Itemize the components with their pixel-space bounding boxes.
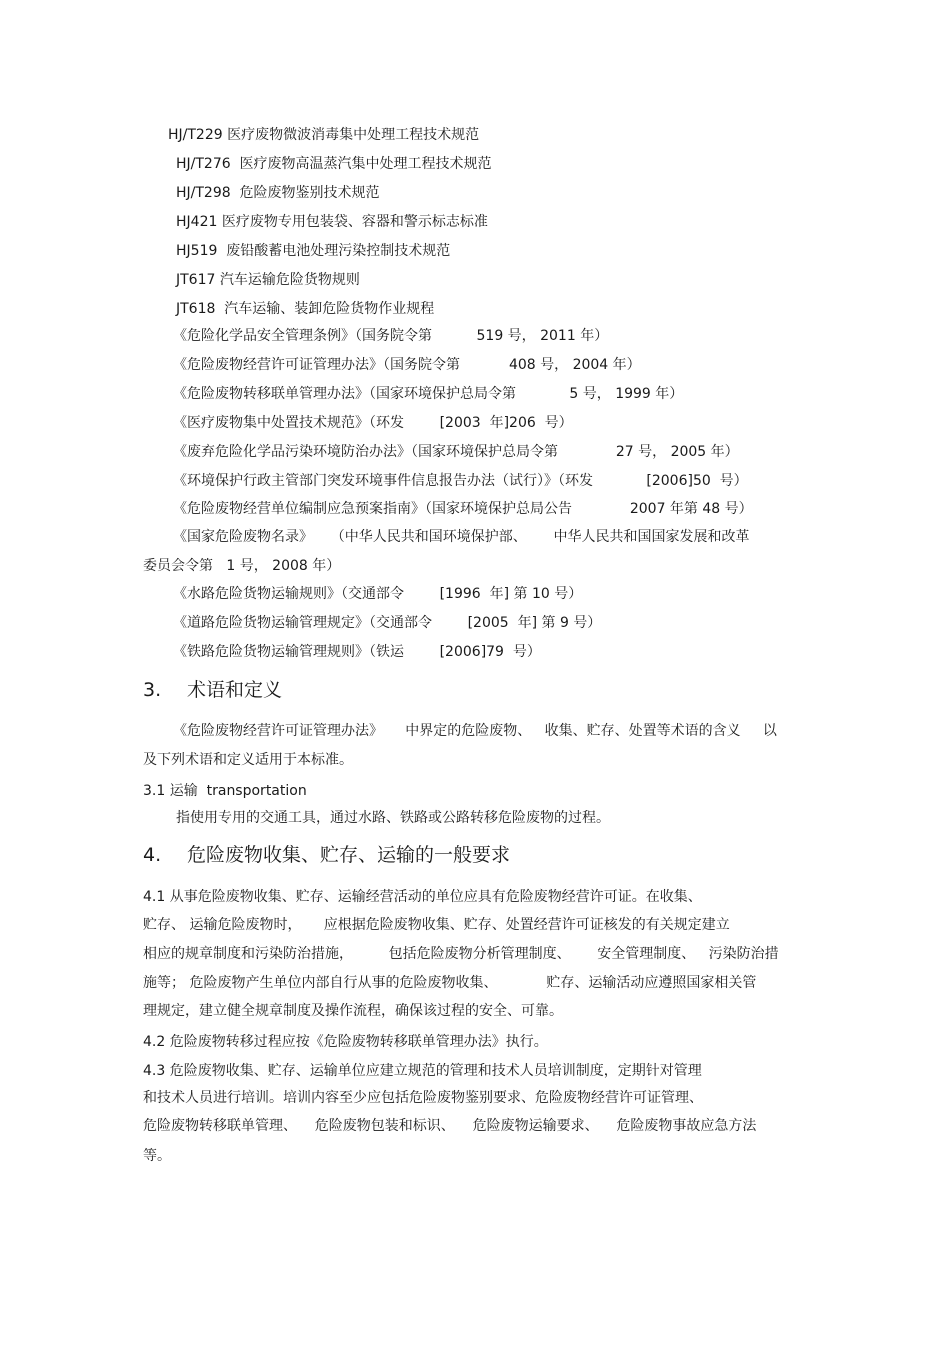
section-title: 术语和定义 <box>187 679 283 701</box>
section-heading <box>143 842 510 868</box>
regulation-item: 《废弃危险化学品污染环境防治办法》（国家环境保护总局令第 27 号， 2005 年） <box>173 444 739 460</box>
regulation-item: 《危险废物经营许可证管理办法》（国务院令第 408 号， 2004 年） <box>173 357 641 373</box>
standard-item: HJ519 废铅酸蓄电池处理污染控制技术规范 <box>176 243 451 259</box>
paragraph-line: 4.2 危险废物转移过程应按《危险废物转移联单管理办法》执行。 <box>143 1034 548 1050</box>
regulation-item: 《国家危险废物名录》 （中华人民共和国环境保护部、 中华人民共和国国家发展和改革 <box>173 529 750 545</box>
paragraph-line: 和技术人员进行培训。培训内容至少应包括危险废物鉴别要求、危险废物经营许可证管理、 <box>143 1090 703 1106</box>
regulation-item: 《水路危险货物运输规则》（交通部令 [1996 年] 第 10 号） <box>173 586 583 602</box>
standard-item: HJ/T229 医疗废物微波消毒集中处理工程技术规范 <box>168 127 480 143</box>
paragraph-line: 施等； 危险废物产生单位内部自行从事的危险废物收集、 贮存、运输活动应遵照国家相关管 <box>143 975 757 991</box>
paragraph-line: 理规定，建立健全规章制度及操作流程，确保该过程的安全、可靠。 <box>143 1003 563 1019</box>
regulation-item: 《危险废物转移联单管理办法》（国家环境保护总局令第 5 号， 1999 年） <box>173 386 684 402</box>
regulation-item: 《铁路危险货物运输管理规则》（铁运 [2006]79 号） <box>173 644 541 660</box>
section-title: 危险废物收集、贮存、运输的一般要求 <box>187 844 511 866</box>
paragraph-line: 《危险废物经营许可证管理办法》 中界定的危险废物、 收集、贮存、处置等术语的含义 以 <box>173 723 777 739</box>
regulation-item-continued: 委员会令第 1 号， 2008 年） <box>143 558 341 574</box>
paragraph-line: 贮存、 运输危险废物时， 应根据危险废物收集、贮存、处置经营许可证核发的有关规定建立 <box>143 917 730 933</box>
regulation-item: 《危险废物经营单位编制应急预案指南》（国家环境保护总局公告 2007 年第 48 号） <box>173 501 753 517</box>
regulation-item: 《环境保护行政主管部门突发环境事件信息报告办法（试行）》（环发 [2006]50 号） <box>173 473 748 489</box>
term-heading: 3.1 运输 transportation <box>143 783 307 799</box>
standard-item: HJ421 医疗废物专用包装袋、容器和警示标志标准 <box>176 214 488 230</box>
paragraph-line: 危险废物转移联单管理、 危险废物包装和标识、 危险废物运输要求、 危险废物事故应急方法 <box>143 1118 757 1134</box>
term-definition: 指使用专用的交通工具，通过水路、铁路或公路转移危险废物的过程。 <box>176 810 610 826</box>
paragraph-line: 等。 <box>143 1148 171 1164</box>
regulation-item: 《医疗废物集中处置技术规范》（环发 [2003 年]206 号） <box>173 415 573 431</box>
paragraph-line: 4.3 危险废物收集、贮存、运输单位应建立规范的管理和技术人员培训制度，定期针对管理 <box>143 1063 702 1079</box>
standard-item: HJ/T276 医疗废物高温蒸汽集中处理工程技术规范 <box>176 156 492 172</box>
section-number: 4. <box>143 844 162 866</box>
standard-item: JT618 汽车运输、装卸危险货物作业规程 <box>176 301 435 317</box>
regulation-item: 《危险化学品安全管理条例》（国务院令第 519 号， 2011 年） <box>173 328 609 344</box>
section-heading <box>143 677 282 703</box>
regulation-item: 《道路危险货物运输管理规定》（交通部令 [2005 年] 第 9 号） <box>173 615 602 631</box>
standard-item: HJ/T298 危险废物鉴别技术规范 <box>176 185 380 201</box>
paragraph-line: 4.1 从事危险废物收集、贮存、运输经营活动的单位应具有危险废物经营许可证。在收集、 <box>143 889 702 905</box>
paragraph-line: 相应的规章制度和污染防治措施， 包括危险废物分析管理制度、 安全管理制度、 污染防治措 <box>143 946 779 962</box>
section-number: 3. <box>143 679 162 701</box>
standard-item: JT617 汽车运输危险货物规则 <box>176 272 360 288</box>
paragraph-line: 及下列术语和定义适用于本标准。 <box>143 752 353 768</box>
